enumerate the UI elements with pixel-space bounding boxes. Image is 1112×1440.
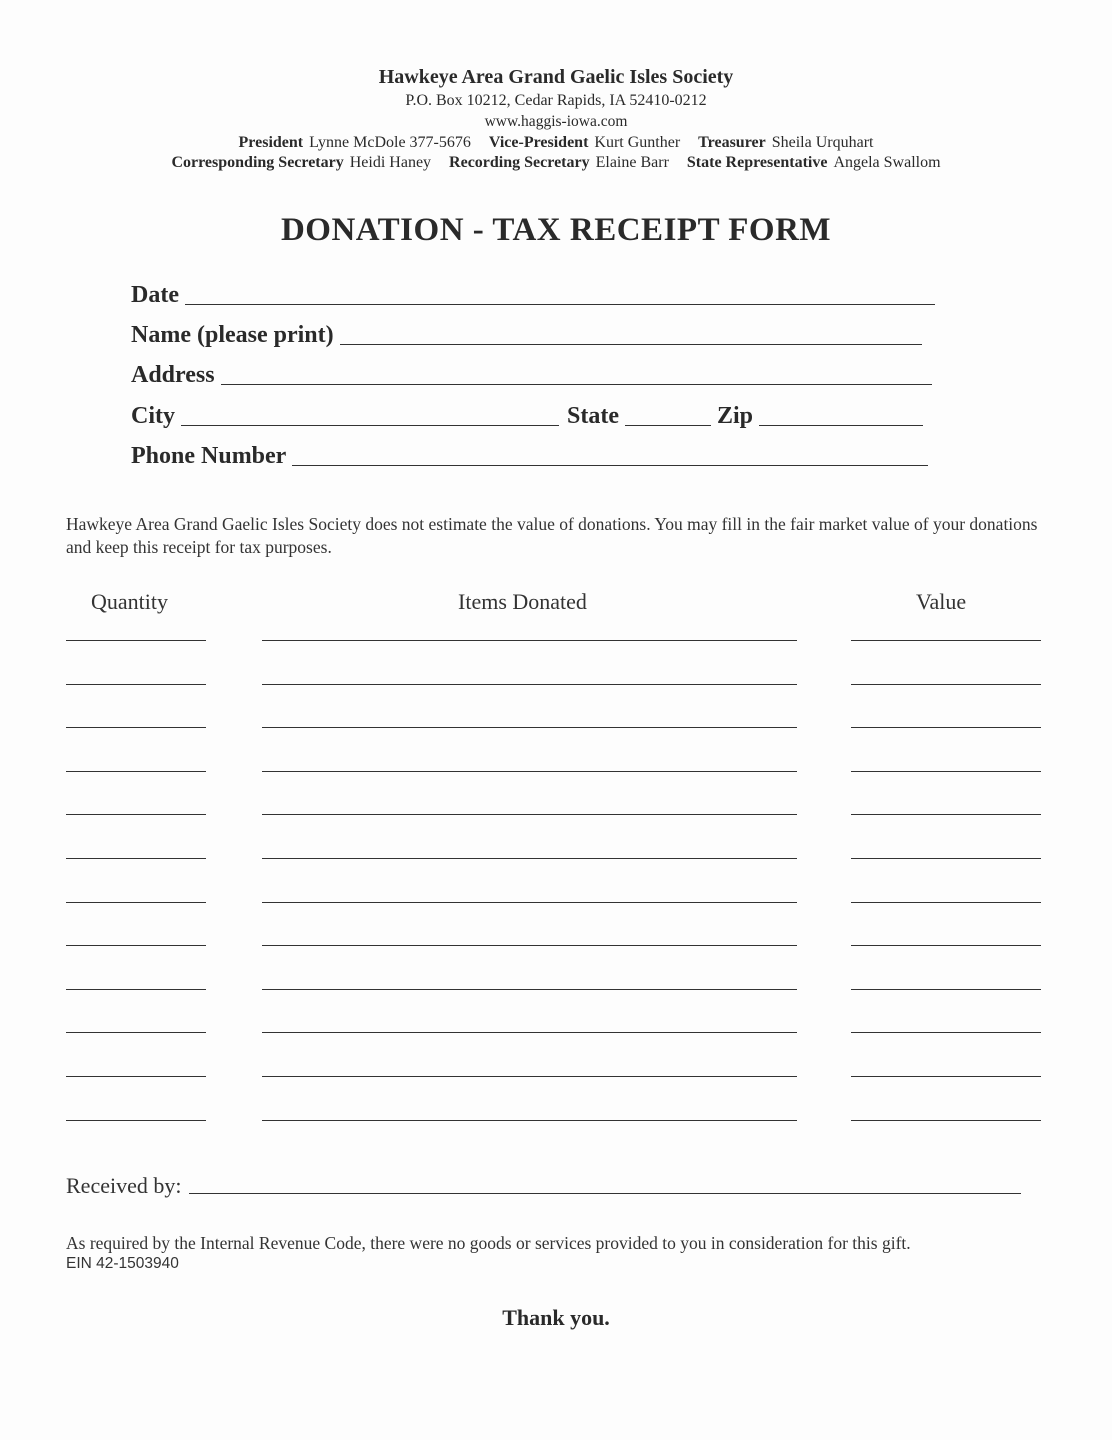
date-label: Date: [131, 282, 179, 308]
quantity-line[interactable]: [66, 902, 206, 903]
phone-field: [131, 442, 928, 470]
officers-row-2: [0, 154, 1112, 172]
officer-role: Recording Secretary: [449, 154, 590, 171]
officer-role: State Representative: [686, 154, 828, 171]
quantity-line[interactable]: [66, 640, 206, 641]
city-label: City: [131, 403, 175, 429]
phone-input-line[interactable]: [292, 443, 928, 466]
value-line[interactable]: [851, 1032, 1041, 1033]
org-website: www.haggis-iowa.com: [484, 113, 628, 130]
officer-name: Heidi Haney: [349, 154, 432, 171]
received-by-field: [66, 1173, 1021, 1199]
officers-row-1: [0, 134, 1112, 152]
name-field: [131, 321, 922, 349]
column-header-value: Value: [916, 589, 967, 614]
item-line[interactable]: [262, 858, 797, 859]
city-input-line[interactable]: [181, 403, 559, 426]
zip-input-line[interactable]: [759, 403, 923, 426]
form-title: DONATION - TAX RECEIPT FORM: [280, 212, 832, 248]
value-line[interactable]: [851, 1120, 1041, 1121]
quantity-line[interactable]: [66, 814, 206, 815]
item-line[interactable]: [262, 684, 797, 685]
value-line[interactable]: [851, 640, 1041, 641]
ein-number: EIN 42-1503940: [66, 1255, 179, 1272]
value-line[interactable]: [851, 1076, 1041, 1077]
quantity-line[interactable]: [66, 945, 206, 946]
city-state-zip-field: [131, 402, 923, 430]
officer-name: Lynne McDole 377-5676: [309, 134, 471, 151]
officer-role: Vice-President: [488, 134, 589, 151]
item-line[interactable]: [262, 814, 797, 815]
value-line[interactable]: [851, 727, 1041, 728]
address-field: [131, 361, 932, 389]
irs-statement: As required by the Internal Revenue Code, there were no goods or services provided to you in consideration for this gift.: [66, 1233, 911, 1253]
value-line[interactable]: [851, 814, 1041, 815]
state-input-line[interactable]: [625, 403, 711, 426]
value-line[interactable]: [851, 858, 1041, 859]
officer-name: Kurt Gunther: [594, 134, 681, 151]
org-address: P.O. Box 10212, Cedar Rapids, IA 52410-0212: [405, 92, 707, 109]
item-line[interactable]: [262, 1120, 797, 1121]
quantity-line[interactable]: [66, 989, 206, 990]
quantity-line[interactable]: [66, 684, 206, 685]
quantity-line[interactable]: [66, 1032, 206, 1033]
received-by-label: Received by:: [66, 1173, 182, 1198]
valuation-notice: Hawkeye Area Grand Gaelic Isles Society does not estimate the value of donations. You may fill in the fair market value of your donations and keep this receipt for tax purposes.: [66, 514, 1038, 557]
officer-role: Corresponding Secretary: [171, 154, 344, 171]
address-input-line[interactable]: [221, 362, 932, 385]
value-line[interactable]: [851, 989, 1041, 990]
column-header-quantity: Quantity: [91, 589, 168, 614]
address-label: Address: [131, 362, 215, 388]
value-line[interactable]: [851, 945, 1041, 946]
item-line[interactable]: [262, 1032, 797, 1033]
org-name: Hawkeye Area Grand Gaelic Isles Society: [378, 66, 734, 88]
value-line[interactable]: [851, 684, 1041, 685]
item-line[interactable]: [262, 727, 797, 728]
officer-name: Sheila Urquhart: [771, 134, 874, 151]
value-line[interactable]: [851, 902, 1041, 903]
quantity-line[interactable]: [66, 727, 206, 728]
officer-name: Elaine Barr: [595, 154, 669, 171]
quantity-line[interactable]: [66, 858, 206, 859]
item-line[interactable]: [262, 945, 797, 946]
item-line[interactable]: [262, 640, 797, 641]
received-by-input-line[interactable]: [189, 1173, 1021, 1194]
officer-name: Angela Swallom: [833, 154, 941, 171]
zip-label: Zip: [716, 403, 754, 429]
value-line[interactable]: [851, 771, 1041, 772]
quantity-line[interactable]: [66, 771, 206, 772]
quantity-line[interactable]: [66, 1120, 206, 1121]
date-input-line[interactable]: [185, 282, 935, 305]
item-line[interactable]: [262, 1076, 797, 1077]
thank-you: Thank you.: [502, 1305, 610, 1330]
item-line[interactable]: [262, 989, 797, 990]
quantity-line[interactable]: [66, 1076, 206, 1077]
name-input-line[interactable]: [340, 322, 922, 345]
item-line[interactable]: [262, 902, 797, 903]
phone-label: Phone Number: [131, 443, 287, 469]
date-field: [131, 281, 935, 309]
officer-role: Treasurer: [698, 134, 766, 151]
item-line[interactable]: [262, 771, 797, 772]
state-label: State: [567, 403, 619, 429]
column-header-items: Items Donated: [458, 589, 587, 614]
name-label: Name (please print): [131, 322, 334, 348]
officer-role: President: [238, 134, 304, 151]
